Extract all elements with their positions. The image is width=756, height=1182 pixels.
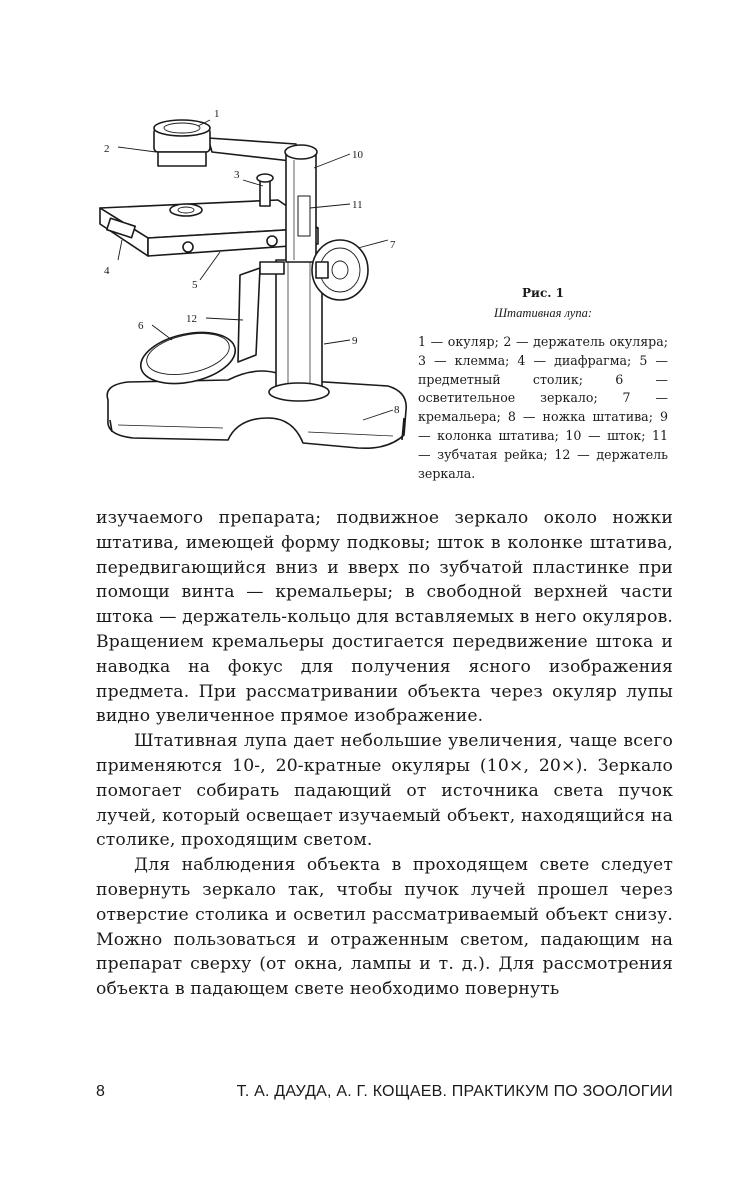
figure-caption [418,286,668,483]
running-title: Т. А. ДАУДА, А. Г. КОЩАЕВ. ПРАКТИКУМ ПО ЗООЛОГИИ [236,1083,673,1100]
paragraph: Для наблюдения объекта в проходящем свете следует повернуть зеркало так, чтобы пучок лучей прошел через отверстие столика и осветил рассматриваемый объект снизу. Можно пользоваться и отраженным светом, падающим на препарат сверху (от окна, лампы и т. д.). Для рассмотрения объекта в падающем свете необходимо повернуть [96,855,673,1000]
figure-label-12: 12 [186,313,197,325]
figure-label-3: 3 [234,169,240,181]
figure-title: Рис. 1 [522,286,564,300]
figure-label-10: 10 [352,149,363,161]
figure-legend: 1 — окуляр; 2 — держатель окуляра; 3 — клемма; 4 — диафрагма; 5 — предметный столик; 6 — осветительное зеркало; 7 — кремальера; 8 — ножка штатива; 9 — колонка штатива; 10 — шток; 11 — зубчатая рейка; 12 — держатель зеркала. [418,334,668,481]
paragraph: изучаемого препарата; подвижное зеркало около ножки штатива, имеющей форму подковы; шток в колонке штатива, передвигающийся вниз и вверх по зубчатой пластинке при помощи винта — кремальеры; в свободной верхней части штока — держатель-кольцо для вставляемых в него окуляров. Вращением кремальеры достигается передвижение штока и наводка на фокус для получения ясного изображения предмета. При рассматривании объекта через окуляр лупы видно увеличенное прямое изображение. [96,508,674,727]
figure-label-4: 4 [104,265,110,277]
figure-label-5: 5 [192,279,198,291]
body-text [96,506,673,1002]
page-number: 8 [96,1083,105,1100]
figure-label-2: 2 [104,143,110,155]
figure-subtitle: Штативная лупа: [493,306,593,320]
base-foot [107,371,406,448]
figure-tripod-magnifier [88,100,418,495]
figure-label-6: 6 [138,320,144,332]
figure-label-8: 8 [394,404,400,416]
paragraph: Штативная лупа дает небольшие увеличения, чаще всего применяются 10-, 20-кратные окуляры (10×, 20×). Зеркало помогает собирать падающий от источника света пучок лучей, который освещает изучаемый объект, находящийся на столике, проходящим светом. [96,731,673,851]
figure-label-11: 11 [352,199,363,211]
tripod-magnifier-illustration [88,100,418,495]
figure-label-1: 1 [214,108,220,120]
page-footer [96,1083,673,1107]
figure-label-7: 7 [390,239,396,251]
figure-label-9: 9 [352,335,358,347]
